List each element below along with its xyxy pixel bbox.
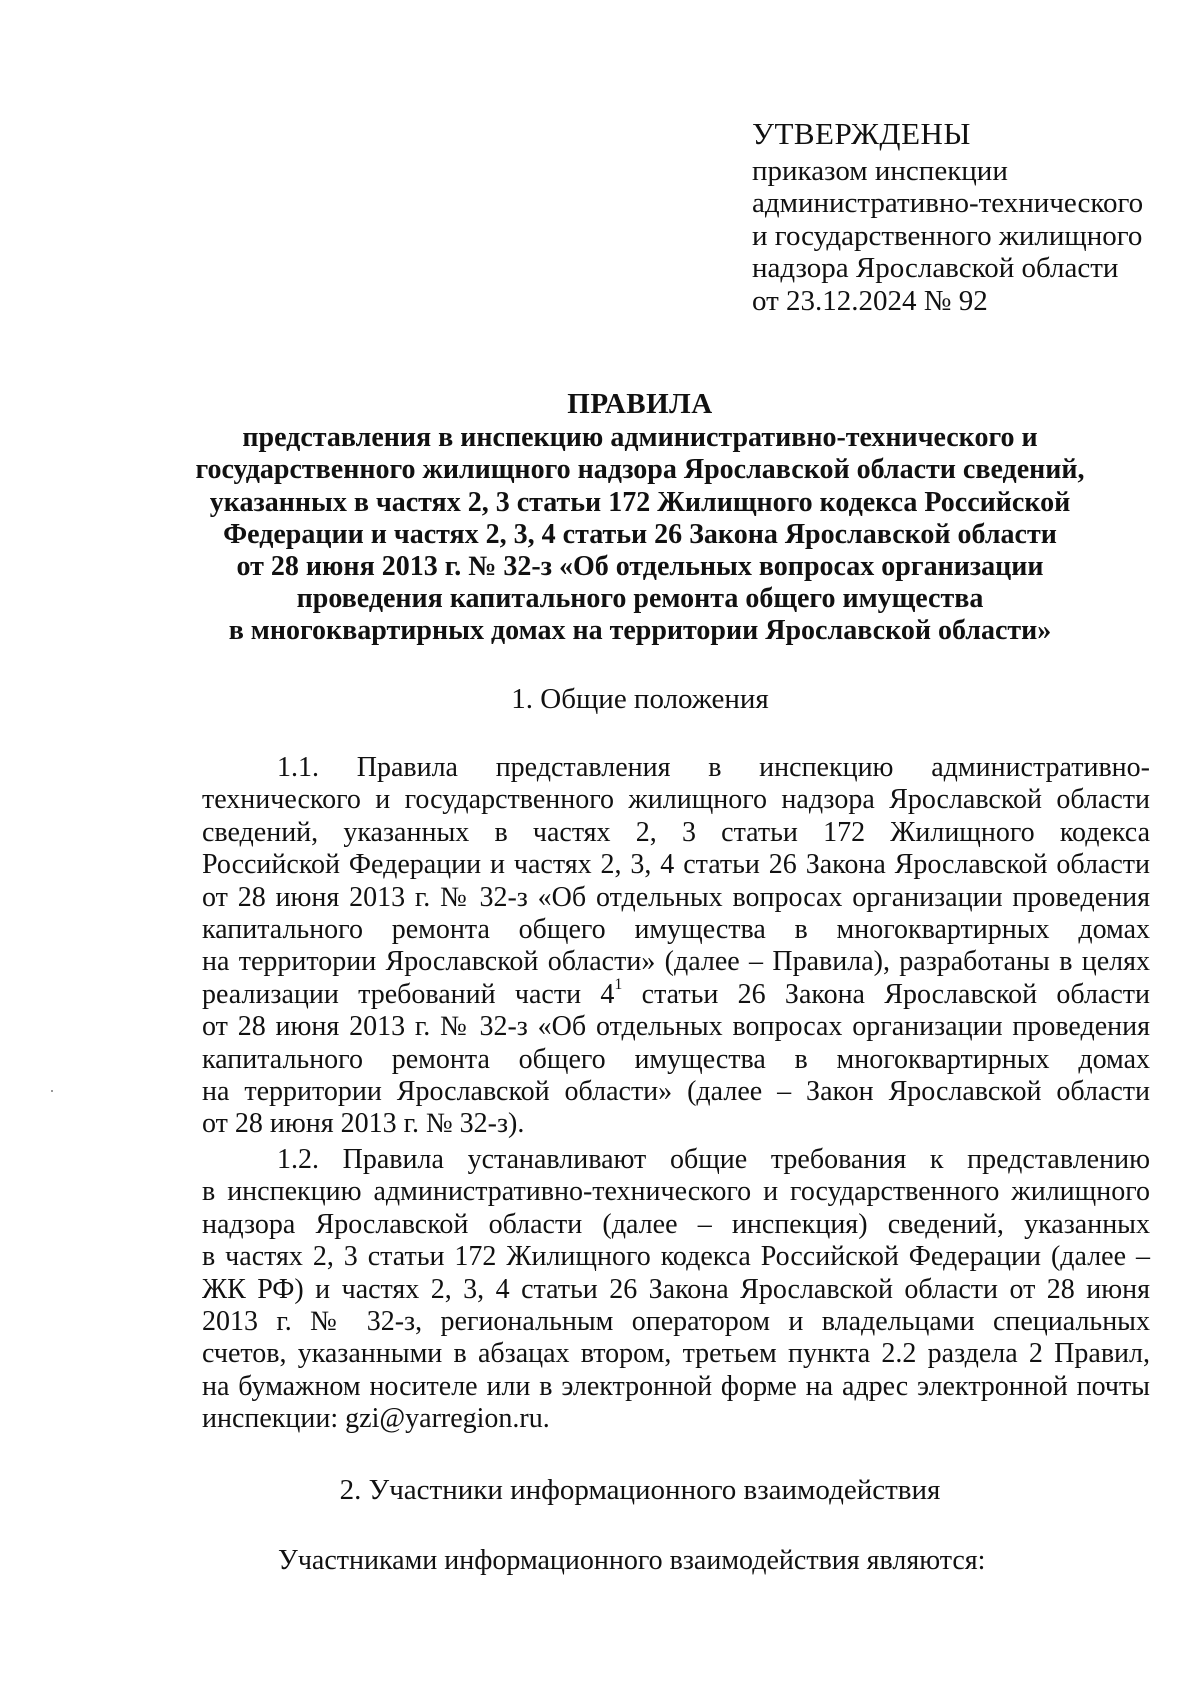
heading-line: государственного жилищного надзора Ярославской области сведений, bbox=[195, 454, 1085, 486]
paragraph-line: счетов, указанными в абзацах втором, третьем пункта 2.2 раздела 2 Правил, bbox=[202, 1338, 1150, 1370]
paragraph-line: Российской Федерации и частях 2, 3, 4 статьи 26 Закона Ярославской области bbox=[202, 849, 1150, 881]
paragraph-line: сведений, указанных в частях 2, 3 статьи 172 Жилищного кодекса bbox=[202, 816, 1150, 848]
scan-speck bbox=[51, 1090, 53, 1092]
approval-title: УТВЕРЖДЕНЫ bbox=[752, 116, 971, 151]
paragraph-line: 1.1. Правила представления в инспекцию административно- bbox=[277, 752, 1150, 783]
approval-line: административно-технического bbox=[752, 187, 1144, 219]
paragraph-line: 2013 г. № 32-з, региональным оператором и владельцами специальных bbox=[202, 1306, 1150, 1338]
paragraph-line: на территории Ярославской области» (далее – Правила), разработаны в целях bbox=[202, 946, 1150, 978]
approval-line: и государственного жилищного bbox=[752, 219, 1143, 252]
heading-line: от 28 июня 2013 г. № 32-з «Об отдельных вопросах организации bbox=[236, 551, 1044, 583]
paragraph-line: надзора Ярославской области (далее – инспекция) сведений, указанных bbox=[202, 1208, 1150, 1240]
document-heading bbox=[190, 388, 1090, 648]
paragraph-line: технического и государственного жилищного надзора Ярославской области bbox=[202, 784, 1150, 816]
section-2-title: 2. Участники информационного взаимодействия bbox=[339, 1474, 941, 1506]
heading-line: Федерации и частях 2, 3, 4 статьи 26 Закона Ярославской области bbox=[223, 518, 1057, 550]
approval-line: от 23.12.2024 № 92 bbox=[752, 284, 988, 317]
paragraph-line: капитального ремонта общего имущества в многоквартирных домах bbox=[202, 914, 1150, 946]
paragraph-line: инспекции: gzi@yarregion.ru. bbox=[202, 1403, 550, 1435]
approval-line: приказом инспекции bbox=[752, 154, 1008, 187]
paragraph-line-superscript bbox=[202, 975, 1151, 1011]
heading-line: представления в инспекцию административно-технического и bbox=[242, 422, 1038, 454]
paragraph-line: на территории Ярославской области» (далее – Закон Ярославской области bbox=[202, 1076, 1150, 1108]
superscript: 1 bbox=[614, 975, 623, 993]
paragraph-line: в частях 2, 3 статьи 172 Жилищного кодекса Российской Федерации (далее – bbox=[202, 1241, 1150, 1273]
paragraph-1-1 bbox=[202, 752, 1150, 1141]
heading-line: проведения капитального ремонта общего имущества bbox=[296, 583, 984, 615]
paragraph-1-2 bbox=[202, 1144, 1150, 1436]
document-title: ПРАВИЛА bbox=[567, 388, 713, 420]
paragraph-line: в инспекцию административно-технического и государственного жилищного bbox=[202, 1176, 1150, 1208]
paragraph-line: от 28 июня 2013 г. № 32-з «Об отдельных вопросах организации проведения bbox=[202, 1011, 1150, 1043]
approval-block bbox=[752, 118, 1152, 317]
paragraph-line: от 28 июня 2013 г. № 32-з «Об отдельных вопросах организации проведения bbox=[202, 881, 1150, 913]
heading-line: указанных в частях 2, 3 статьи 172 Жилищного кодекса Российской bbox=[209, 486, 1071, 518]
paragraph-line: от 28 июня 2013 г. № 32-з). bbox=[202, 1108, 525, 1140]
paragraph-line: 1.2. Правила устанавливают общие требования к представлению bbox=[277, 1144, 1150, 1175]
paragraph-line: ЖК РФ) и частях 2, 3, 4 статьи 26 Закона Ярославской области от 28 июня bbox=[202, 1273, 1150, 1305]
approval-line: надзора Ярославской области bbox=[752, 252, 1119, 284]
paragraph-line: на бумажном носителе или в электронной форме на адрес электронной почты bbox=[202, 1370, 1150, 1402]
paragraph-line: капитального ремонта общего имущества в многоквартирных домах bbox=[202, 1043, 1150, 1075]
paragraph-text: статьи 26 Закона Ярославской области bbox=[622, 978, 1151, 1010]
section-2-intro: Участниками информационного взаимодействия являются: bbox=[278, 1545, 986, 1576]
section-1-title: 1. Общие положения bbox=[511, 683, 769, 715]
heading-line: в многоквартирных домах на территории Ярославской области» bbox=[228, 615, 1052, 647]
paragraph-text: реализации требований части 4 bbox=[202, 978, 615, 1010]
